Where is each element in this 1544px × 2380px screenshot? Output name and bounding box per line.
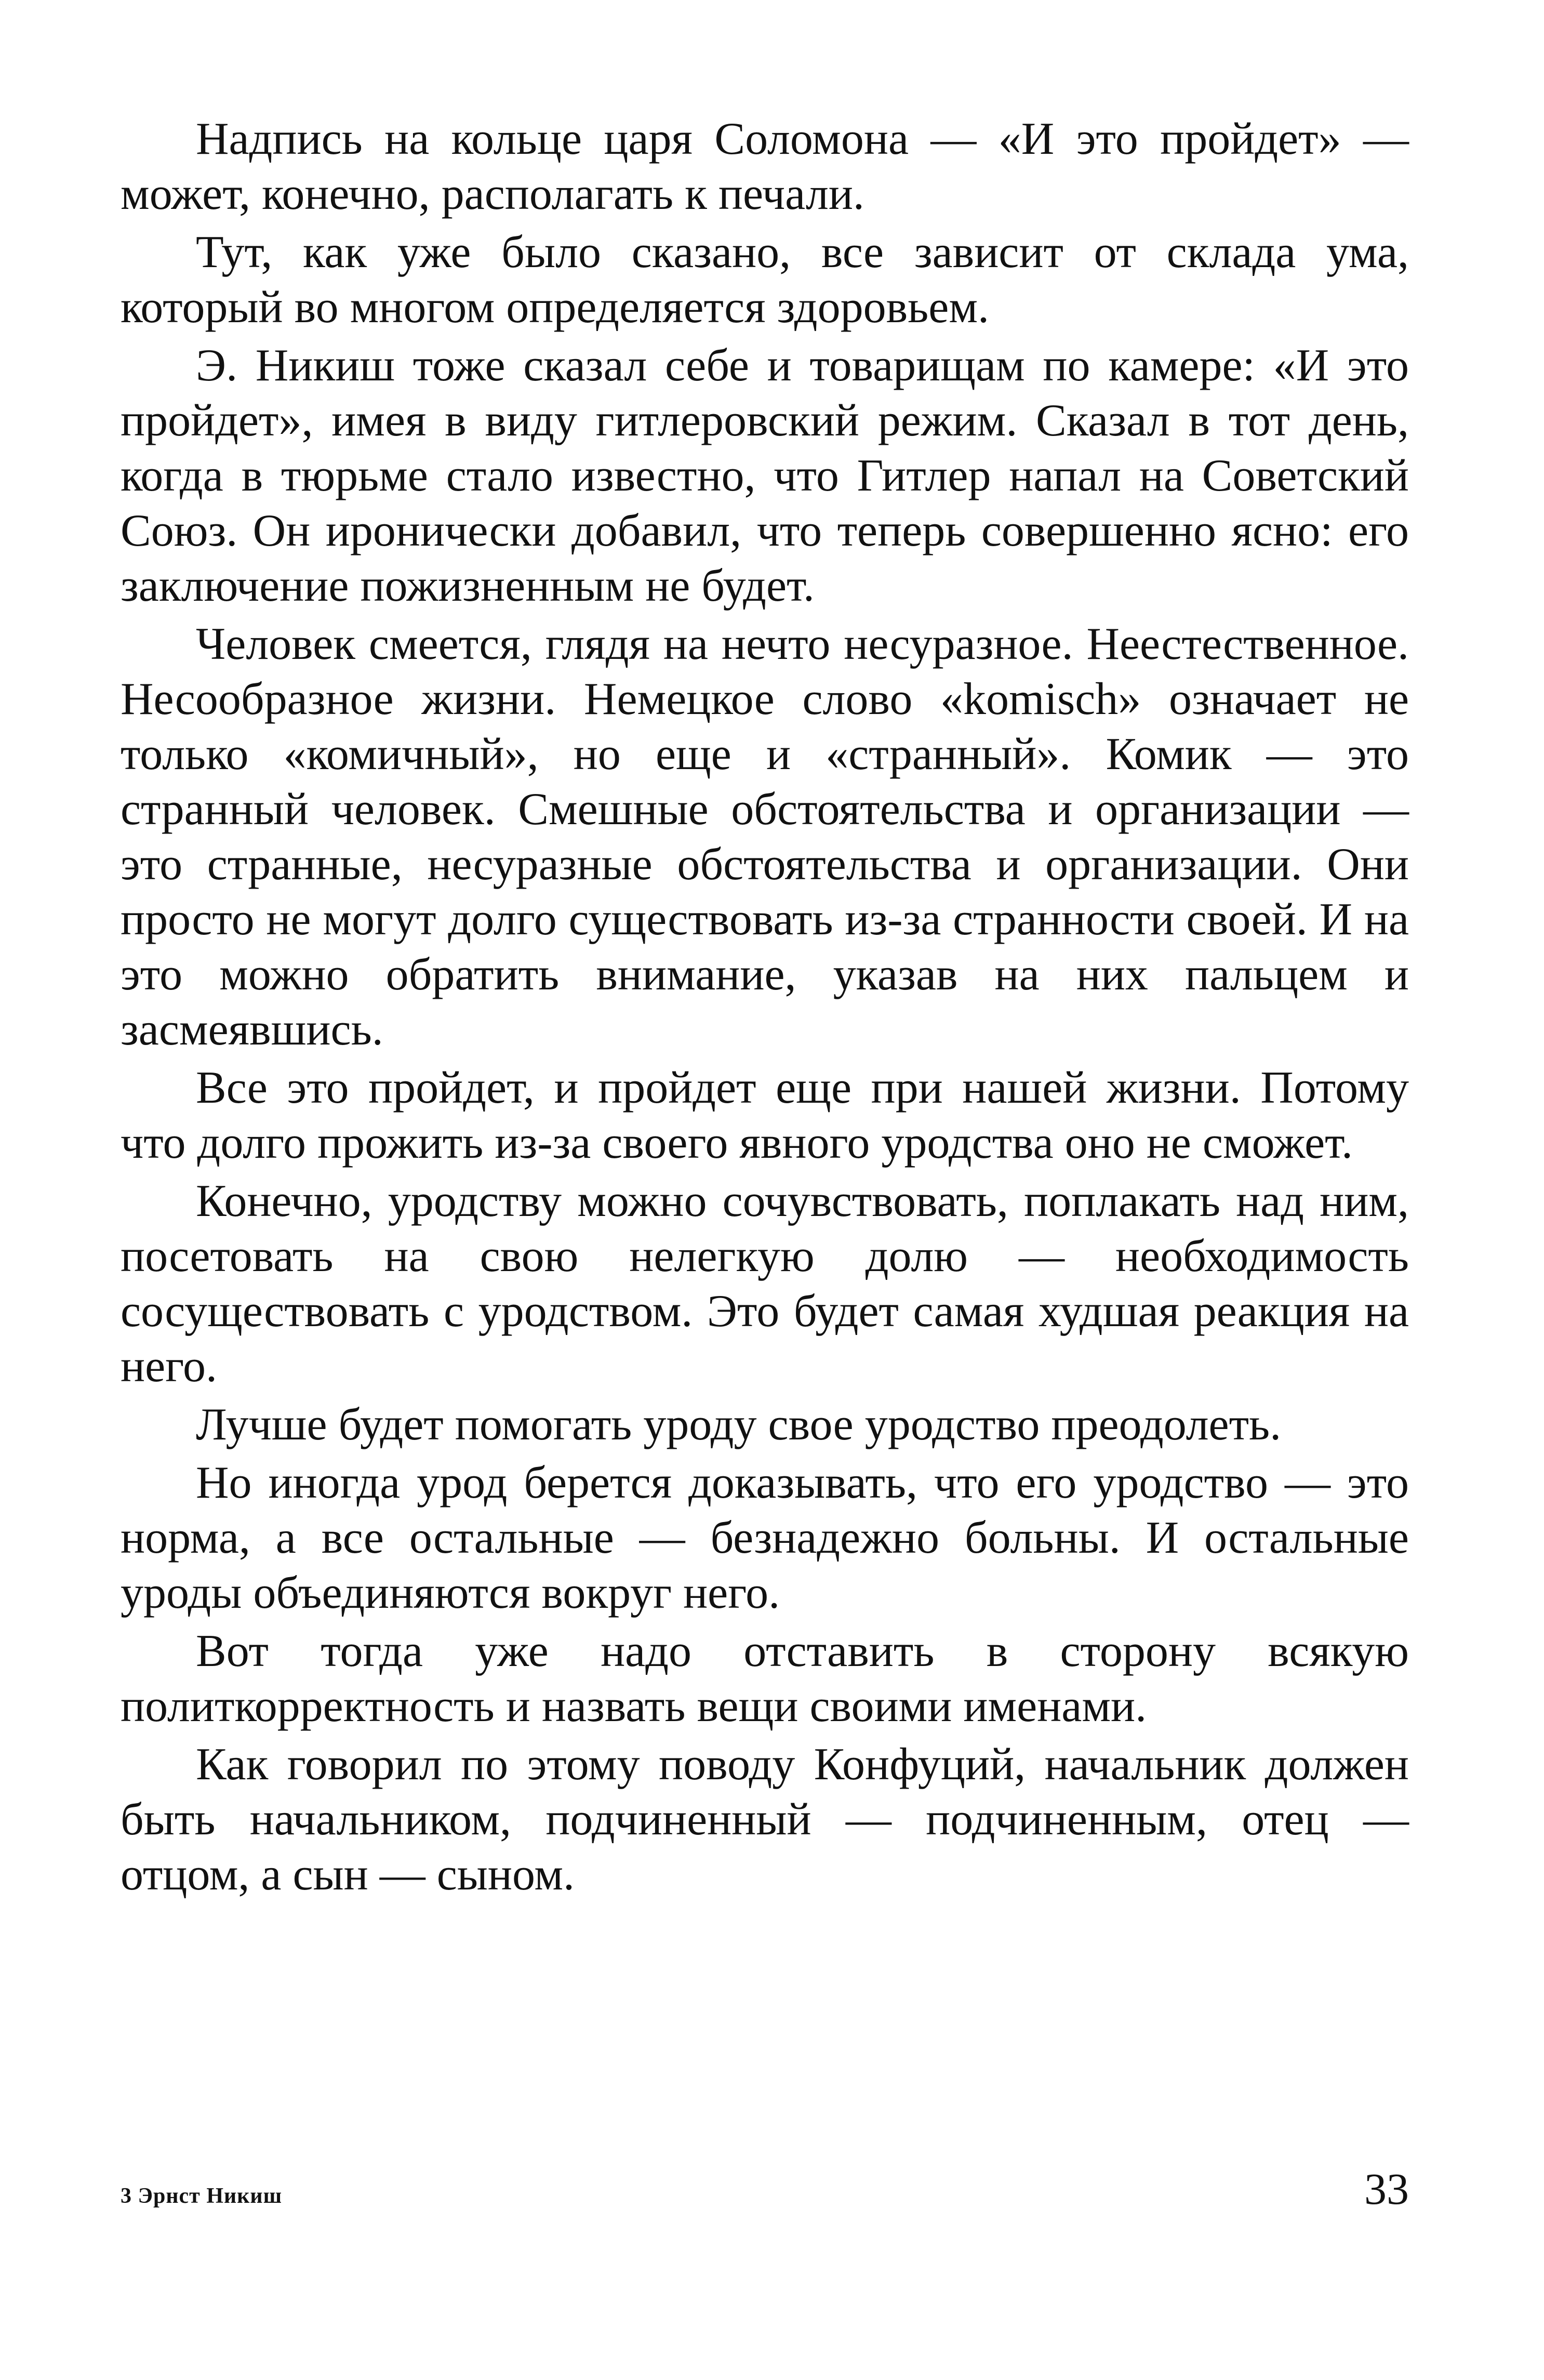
page-footer: [121, 2158, 1409, 2215]
paragraph: Но иногда урод берется доказывать, что его уродство — это норма, а все остальные — безнадежно больны. И остальные уроды объединяются вокруг него.: [121, 1458, 1409, 1618]
paragraph: Надпись на кольце царя Соломона — «И это пройдет» — может, конечно, располагать к печали.: [121, 114, 1409, 219]
paragraph: Тут, как уже было сказано, все зависит от склада ума, который во многом определяется здоровьем.: [121, 227, 1409, 333]
paragraph: Человек смеется, глядя на нечто несуразное. Неестественное. Несообразное жизни. Немецкое слово «komisch» означает не только «комичный», но еще и «странный». Комик — это странный человек. Смешные обстоятельства и организации — это странные, несуразные обстоятельства и организации. Они просто не могут долго существовать из-за странности своей. И на это можно обратить внимание, указав на них пальцем и засмеявшись.: [121, 619, 1409, 1055]
printer-signature: 3 Эрнст Никиш: [121, 2184, 283, 2208]
paragraph: Как говорил по этому поводу Конфуций, начальник должен быть начальником, подчиненный — подчиненным, отец — отцом, а сын — сыном.: [121, 1739, 1409, 1900]
paragraph: Все это пройдет, и пройдет еще при нашей жизни. Потому что долго прожить из-за своего явного уродства оно не сможет.: [121, 1063, 1409, 1168]
page-number: 33: [1364, 2164, 1409, 2214]
paragraph: Вот тогда уже надо отставить в сторону всякую политкорректность и назвать вещи своими именами.: [121, 1626, 1409, 1731]
body-text: [121, 112, 1409, 1906]
paragraph: Э. Никиш тоже сказал себе и товарищам по камере: «И это пройдет», имея в виду гитлеровский режим. Сказал в тот день, когда в тюрьме стало известно, что Гитлер напал на Советский Союз. Он иронически добавил, что теперь совершенно ясно: его заключение пожизненным не будет.: [121, 340, 1409, 611]
paragraph: Лучше будет помогать уроду свое уродство преодолеть.: [196, 1399, 1282, 1450]
paragraph: Конечно, уродству можно сочувствовать, поплакать над ним, посетовать на свою нелегкую долю — необходимость сосуществовать с уродством. Это будет самая худшая реакция на него.: [121, 1176, 1409, 1392]
